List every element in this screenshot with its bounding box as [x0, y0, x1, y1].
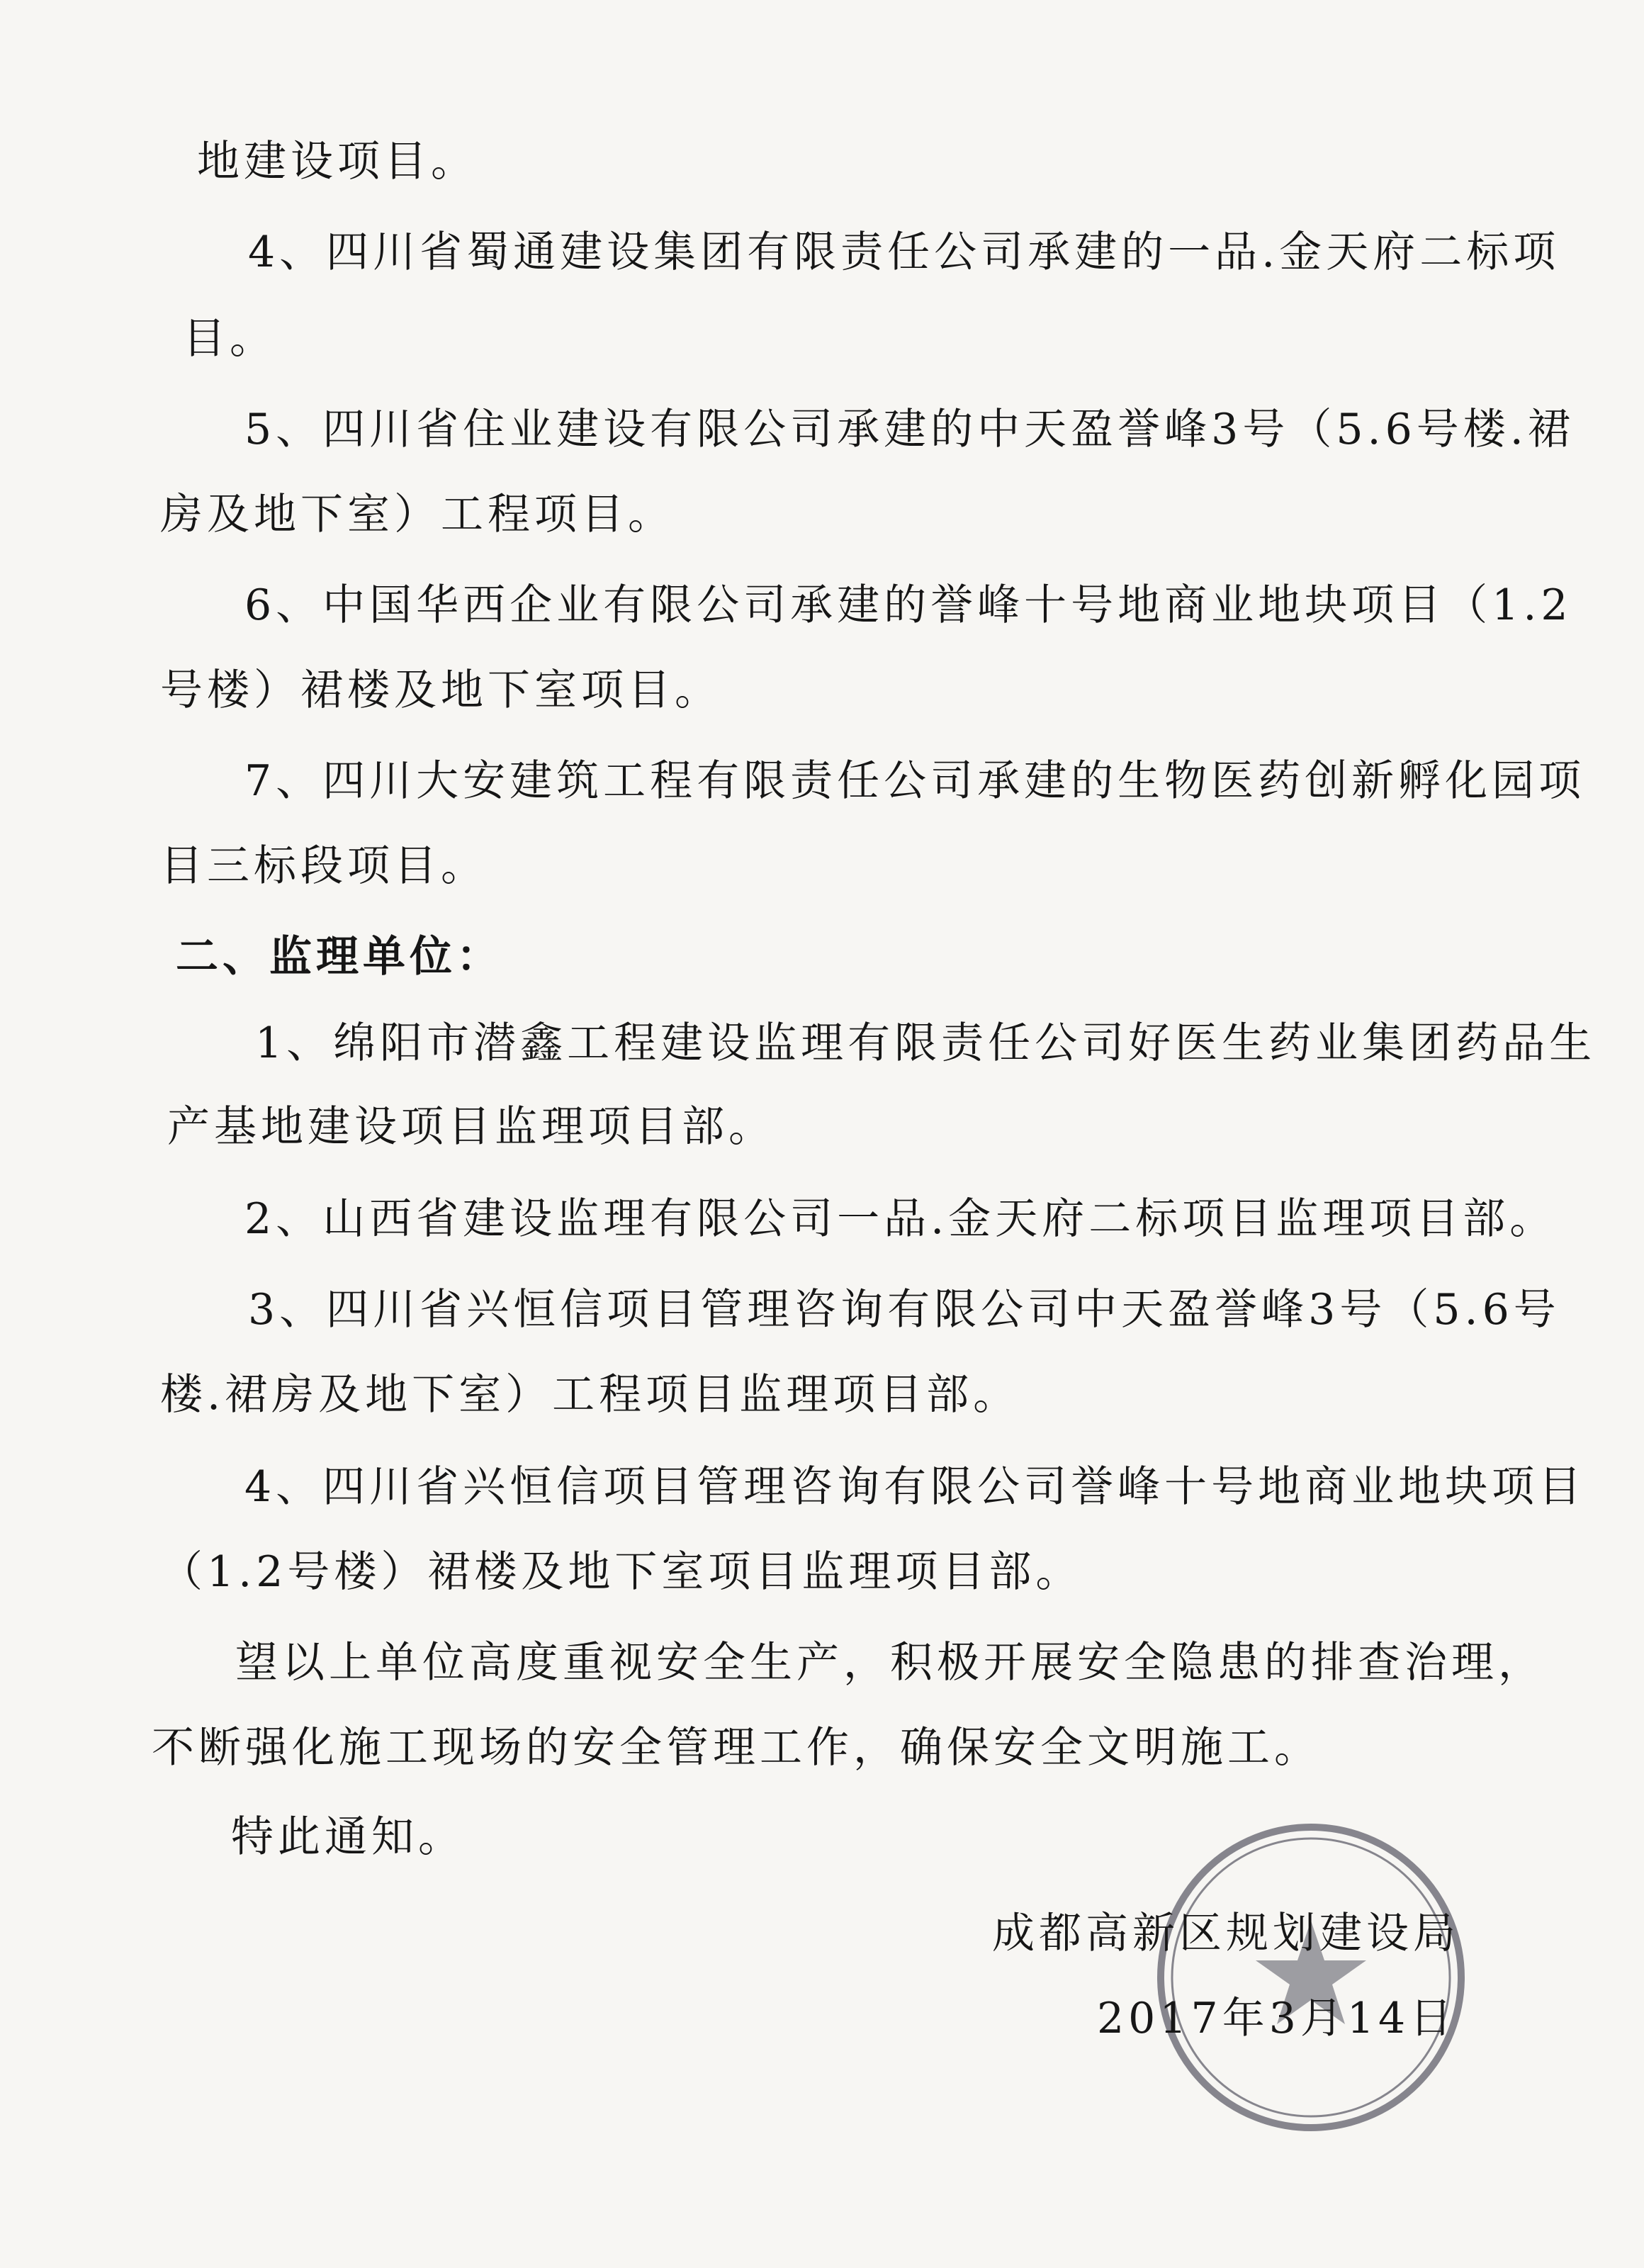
- text-line: 目三标段项目。: [160, 841, 488, 891]
- text-line: 1、绵阳市潜鑫工程建设监理有限责任公司好医生药业集团药品生: [255, 1018, 1597, 1068]
- text-line: 望以上单位高度重视安全生产，积极开展安全隐患的排查治理，: [235, 1638, 1545, 1688]
- text-line: 不断强化施工现场的安全管理工作，确保安全文明施工。: [152, 1723, 1321, 1773]
- text-line: 产基地建设项目监理项目部。: [167, 1102, 775, 1152]
- text-line: 3、四川省兴恒信项目管理咨询有限公司中天盈誉峰3号（5.6号: [248, 1285, 1560, 1335]
- closing-text: 特此通知。: [231, 1812, 465, 1862]
- text-line: 房及地下室）工程项目。: [160, 490, 675, 539]
- text-line: 7、四川大安建筑工程有限责任公司承建的生物医药创新孵化园项: [244, 756, 1586, 806]
- text-line: 楼.裙房及地下室）工程项目监理项目部。: [160, 1370, 1020, 1420]
- text-line: （1.2号楼）裙楼及地下室项目监理项目部。: [160, 1547, 1083, 1597]
- text-line: 6、中国华西企业有限公司承建的誉峰十号地商业地块项目（1.2: [244, 580, 1572, 630]
- text-line: 2、山西省建设监理有限公司一品.金天府二标项目监理项目部。: [244, 1194, 1557, 1244]
- text-line: 号楼）裙楼及地下室项目。: [160, 666, 721, 715]
- text-line: 4、四川省蜀通建设集团有限责任公司承建的一品.金天府二标项: [248, 228, 1560, 277]
- text-line: 目。: [183, 314, 276, 364]
- issuer-name: 成都高新区规划建设局: [992, 1909, 1460, 1958]
- text-line: 地建设项目。: [197, 137, 478, 186]
- text-line: 4、四川省兴恒信项目管理咨询有限公司誉峰十号地商业地块项目: [244, 1462, 1586, 1512]
- text-line: 5、四川省住业建设有限公司承建的中天盈誉峰3号（5.6号楼.裙: [244, 405, 1575, 454]
- issue-date: 2017年3月14日: [1097, 1994, 1457, 2043]
- section-heading: 二、监理单位：: [176, 932, 503, 982]
- official-seal: [1148, 1814, 1474, 2140]
